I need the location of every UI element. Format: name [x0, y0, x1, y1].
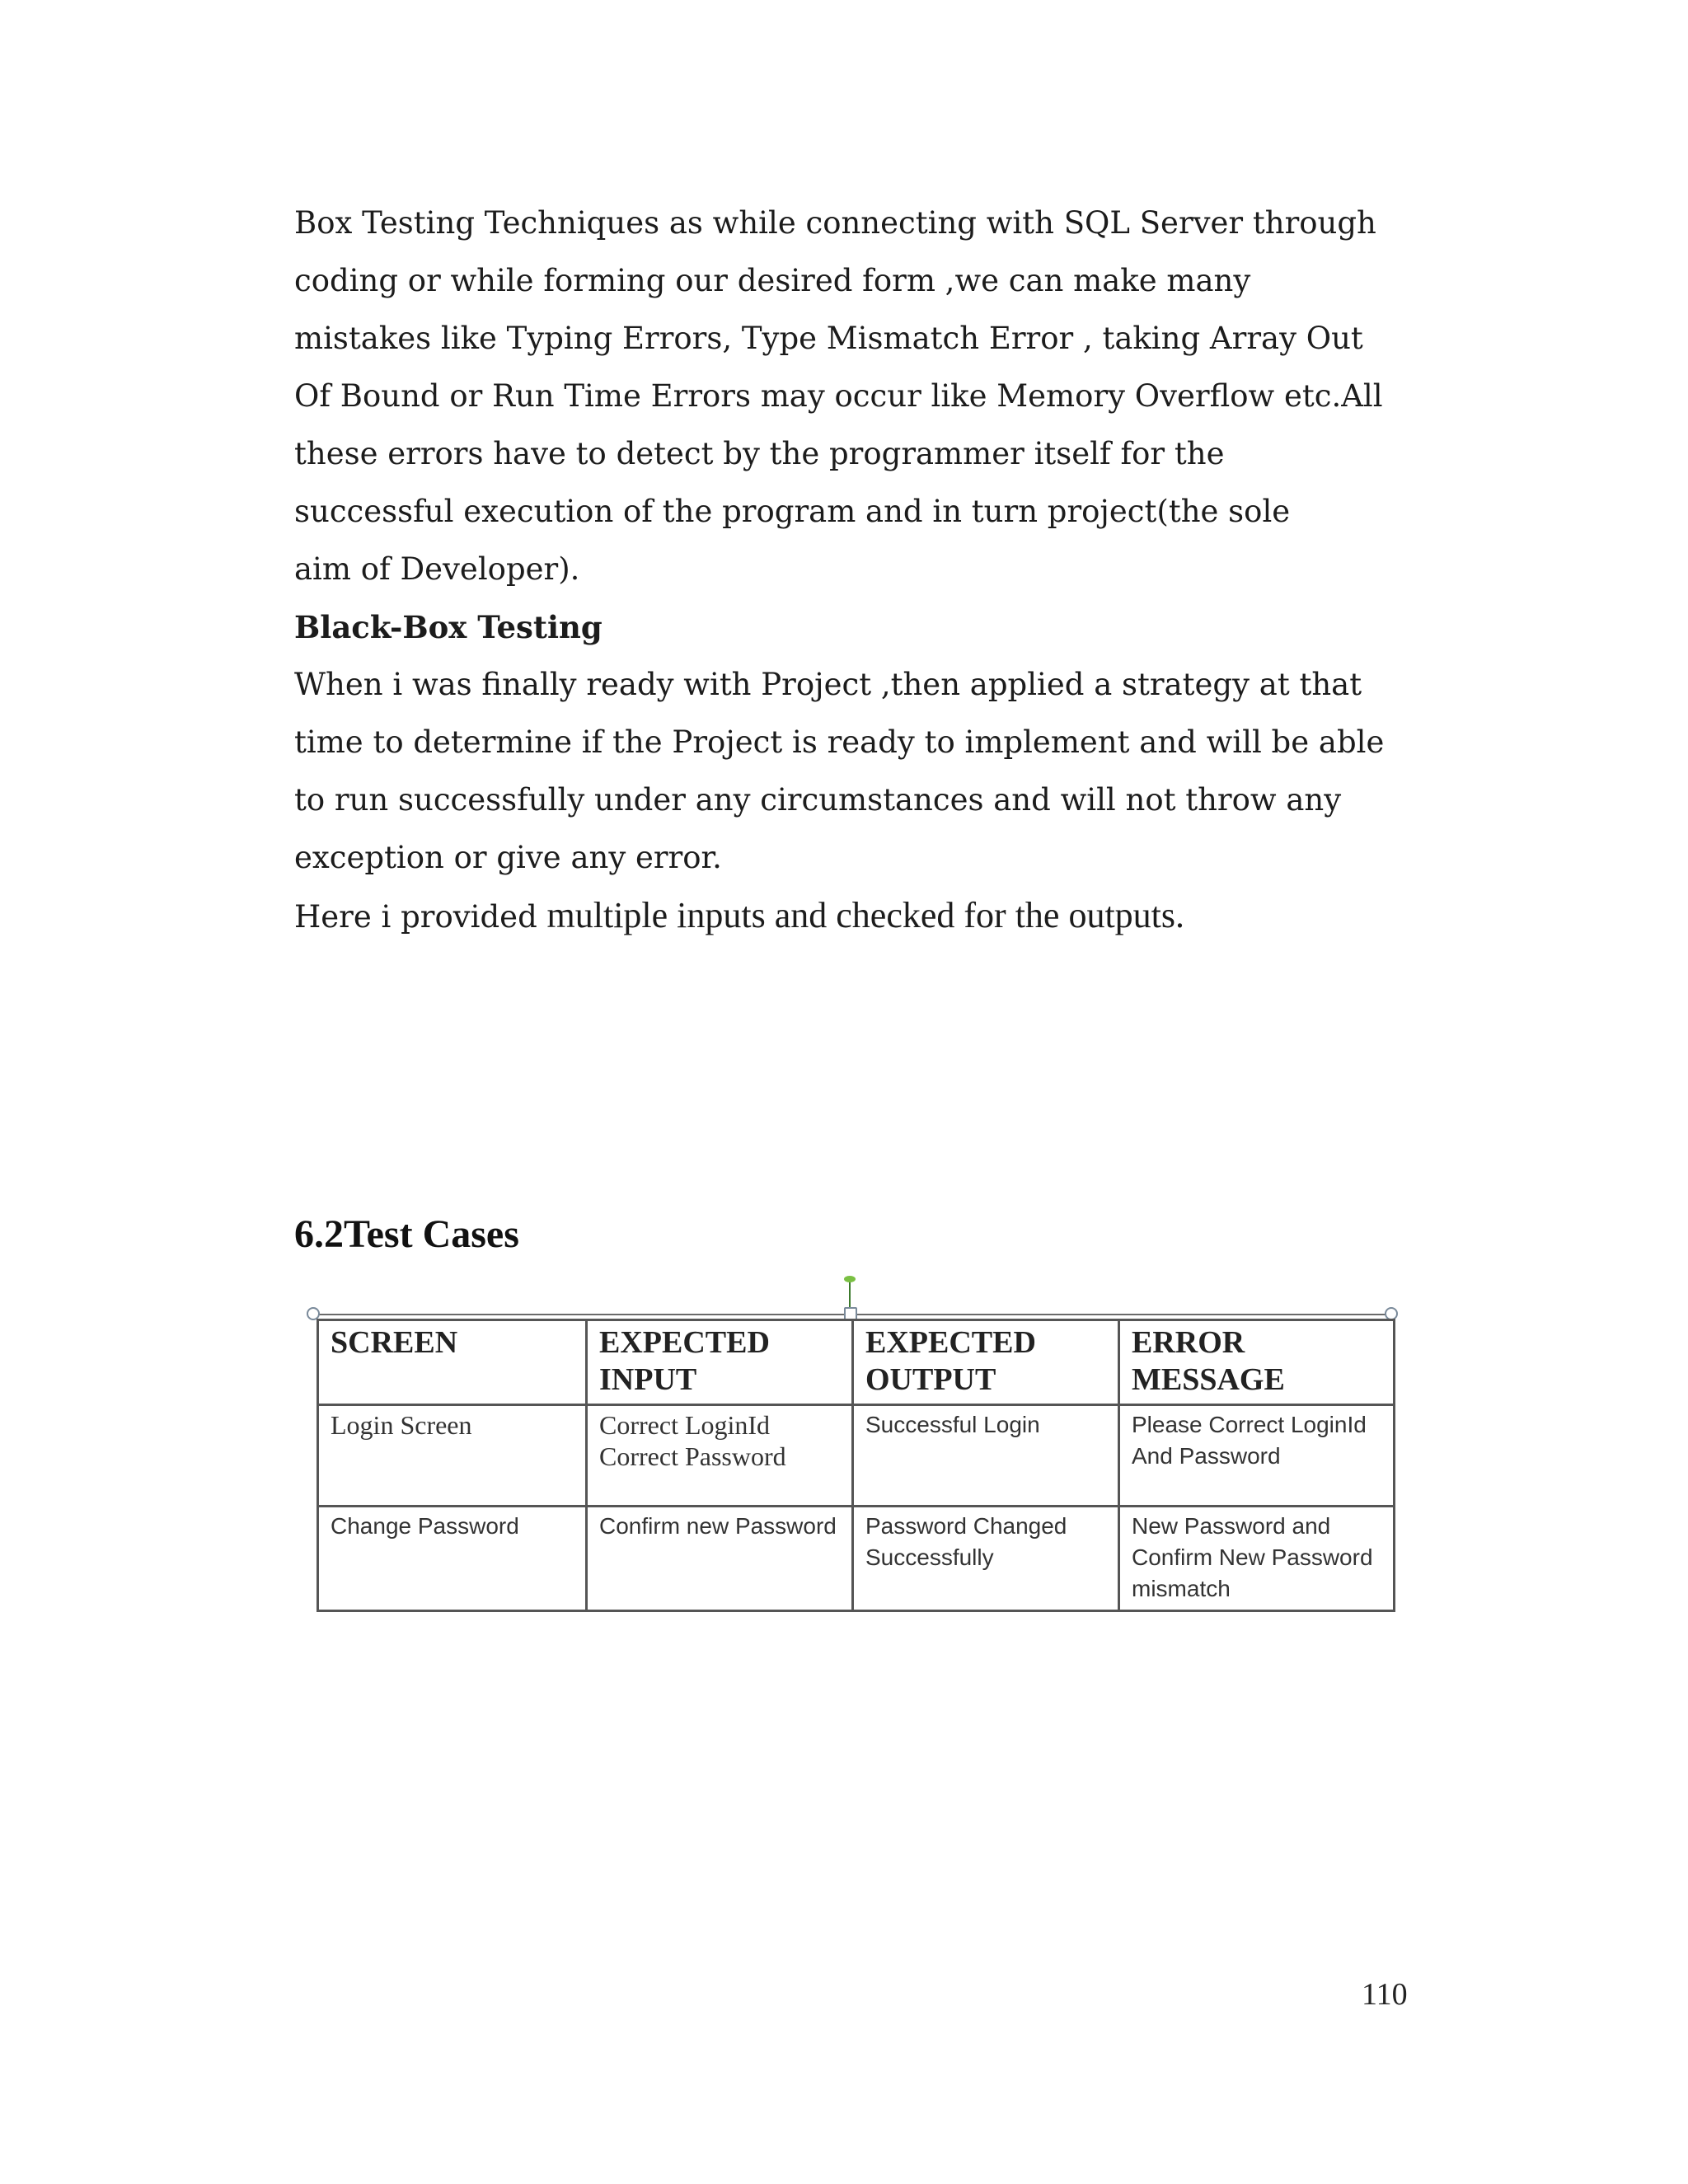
header-expected-input	[587, 1320, 853, 1405]
cell-expected-output	[853, 1507, 1119, 1611]
body-text	[294, 194, 1432, 946]
cell-text: Confirm new Password	[599, 1513, 837, 1539]
header-text: SCREEN	[331, 1325, 458, 1360]
cell-text: Correct LoginId	[599, 1410, 771, 1440]
cell-text: And Password	[1132, 1443, 1281, 1469]
table-header-row	[318, 1320, 1395, 1405]
cell-expected-input	[587, 1405, 853, 1507]
paragraph1-line: aim of Developer).	[294, 551, 580, 587]
heading-black-box-testing: Black-Box Testing	[294, 609, 603, 645]
header-text: OUTPUT	[865, 1362, 996, 1397]
paragraph1-line: Box Testing Techniques as while connecting with SQL Server through	[294, 205, 1376, 241]
section-title: 6.2Test Cases	[294, 1212, 519, 1256]
cell-error-message	[1119, 1405, 1395, 1507]
cell-text: mismatch	[1132, 1576, 1231, 1601]
paragraph2-line: When i was finally ready with Project ,then applied a strategy at that	[294, 667, 1362, 702]
rotate-handle[interactable]	[849, 1279, 851, 1309]
header-expected-output	[853, 1320, 1119, 1405]
cell-text: Please Correct LoginId	[1132, 1412, 1367, 1437]
paragraph2-line: time to determine if the Project is ready to implement and will be able	[294, 724, 1385, 760]
cell-expected-output	[853, 1405, 1119, 1507]
cell-screen	[318, 1507, 587, 1611]
cell-text: Successfully	[865, 1544, 994, 1570]
header-text: EXPECTED	[599, 1325, 770, 1360]
paragraph2-line: to run successfully under any circumstances and will not throw any	[294, 782, 1342, 818]
header-screen	[318, 1320, 587, 1405]
cell-text: Change Password	[331, 1513, 519, 1539]
paragraph3-line	[294, 887, 1432, 946]
test-cases-table-frame[interactable]	[316, 1319, 1393, 1607]
header-text: MESSAGE	[1132, 1362, 1285, 1397]
cell-text: Successful Login	[865, 1412, 1040, 1437]
cell-text: Confirm New Password	[1132, 1544, 1373, 1570]
paragraph1-line: successful execution of the program and in turn project(the sole	[294, 494, 1291, 529]
cell-text: New Password and	[1132, 1513, 1331, 1539]
paragraph3-tail: multiple inputs and checked for the outputs.	[546, 895, 1185, 935]
paragraph1-line: mistakes like Typing Errors, Type Mismatch Error , taking Array Out	[294, 321, 1363, 356]
cell-text: Login Screen	[331, 1410, 472, 1440]
header-text: EXPECTED	[865, 1325, 1036, 1360]
header-text: INPUT	[599, 1362, 697, 1397]
cell-screen	[318, 1405, 587, 1507]
cell-text: Correct Password	[599, 1441, 786, 1471]
test-cases-table	[316, 1319, 1395, 1612]
cell-expected-input	[587, 1507, 853, 1611]
paragraph2-line: exception or give any error.	[294, 840, 722, 875]
header-text: ERROR	[1132, 1325, 1245, 1360]
cell-text: Password Changed	[865, 1513, 1067, 1539]
cell-error-message	[1119, 1507, 1395, 1611]
paragraph1-line: coding or while forming our desired form ,we can make many	[294, 263, 1251, 298]
table-row	[318, 1405, 1395, 1507]
table-row	[318, 1507, 1395, 1611]
paragraph1-line: these errors have to detect by the programmer itself for the	[294, 436, 1225, 471]
page-number: 110	[1362, 1977, 1408, 2012]
paragraph3-lead: Here i provided	[294, 899, 547, 935]
paragraph1-line: Of Bound or Run Time Errors may occur like Memory Overflow etc.All	[294, 378, 1383, 414]
header-error-message	[1119, 1320, 1395, 1405]
